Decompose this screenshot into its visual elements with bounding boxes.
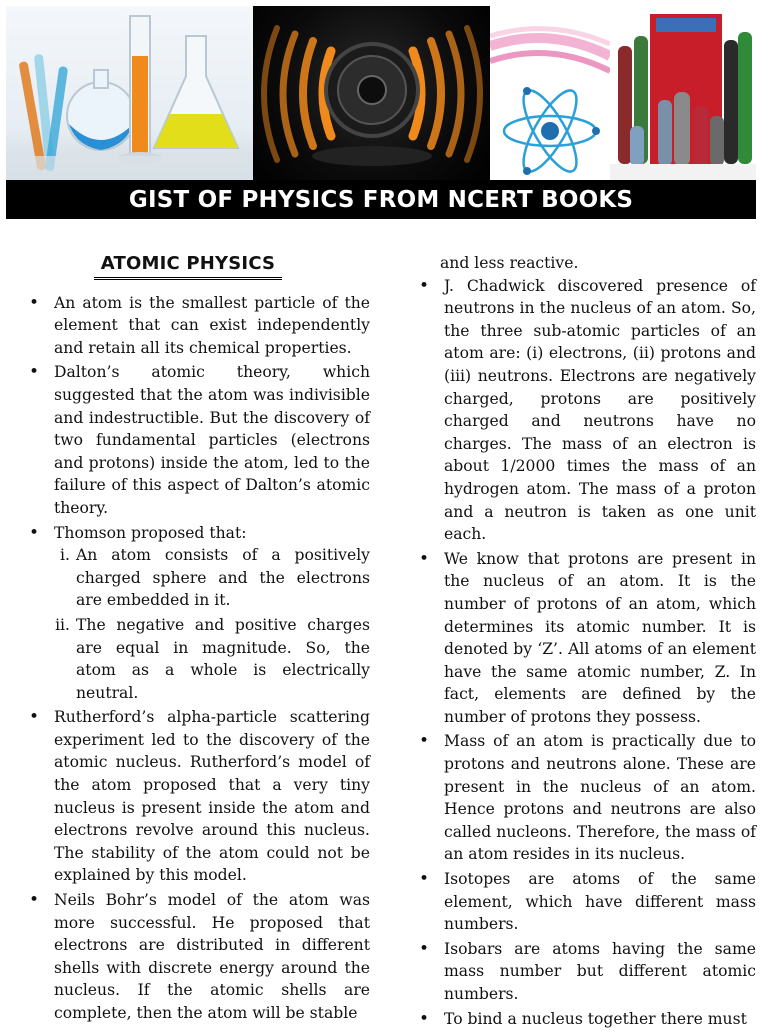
lab-glassware-image (6, 6, 253, 180)
header-banner (6, 6, 756, 180)
list-item: • To bind a nucleus together there must (414, 1008, 756, 1031)
list-item: • Neils Bohr’s model of the atom was more successful. He proposed that electrons are distributed in different shells with discrete energy around the nucleus. If the atomic shells are complete, then the atom will be stable (24, 889, 370, 1025)
sub-list-item: i. An atom consists of a positively charged sphere and the electrons are embedded in it. (60, 546, 370, 610)
atom-image (490, 6, 610, 180)
list-item: • J. Chadwick discovered presence of neutrons in the nucleus of an atom. So, the three sub-atomic particles of an atom are: (i) electrons, (ii) protons and (iii) neutrons. Electrons are negatively charged, protons are positively charged and neutrons have no charges. The mass of an electron is about 1/2000 times the mass of an hydrogen atom. The mass of a proton and a neutron is taken as one unit each. (414, 275, 756, 546)
continued-text: and less reactive. (440, 254, 579, 272)
thomson-sublist (54, 544, 370, 704)
list-item: • Mass of an atom is practically due to protons and neutrons alone. These are present in the nucleus of an atom. Hence protons and neutrons are also called nucleons. Therefore, the mass of an atom resides in its nucleus. (414, 730, 756, 866)
list-item: • Isotopes are atoms of the same element, which have different mass numbers. (414, 868, 756, 936)
right-bullet-list (414, 275, 756, 1031)
page-title: GIST OF PHYSICS FROM NCERT BOOKS (128, 186, 634, 213)
list-item: • Dalton’s atomic theory, which suggested that the atom was indivisible and indestructible. But the discovery of two fundamental particles (electrons and protons) inside the atom, led to the failure of this aspect of Dalton’s atomic theory. (24, 361, 370, 519)
left-bullet-list (24, 292, 370, 1025)
list-item: • Isobars are atoms having the same mass number but different atomic numbers. (414, 938, 756, 1006)
speaker-image (253, 6, 490, 180)
list-item: • We know that protons are present in the nucleus of an atom. It is the number of protons of an atom, which determines its atomic number. It is denoted by ‘Z’. All atoms of an element have the same atomic number, Z. In fact, elements are defined by the number of protons they possess. (414, 548, 756, 729)
gas-cylinders-image (610, 6, 756, 180)
list-item: • Rutherford’s alpha-particle scattering experiment led to the discovery of the atomic nucleus. Rutherford’s model of the atom proposed that a very tiny nucleus is present inside the atom and electrons revolve around this nucleus. The stability of the atom could not be explained by this model. (24, 706, 370, 887)
sub-list-item: ii. The negative and positive charges are equal in magnitude. So, the atom as a whole is electrically neutral. (55, 615, 370, 702)
left-column (24, 249, 370, 1027)
list-item: • Thomson proposed that: i. An atom consists of a positively charged sphere and the electrons are embedded in it. ii. The negative and positive charges are equal in magnitude. So, the atom as a whole is electrically neutral. (24, 522, 370, 705)
right-column (414, 252, 756, 1032)
title-bar (6, 180, 756, 219)
section-heading: ATOMIC PHYSICS (94, 253, 282, 280)
list-item: • An atom is the smallest particle of the element that can exist independently and retain all its chemical properties. (24, 292, 370, 360)
